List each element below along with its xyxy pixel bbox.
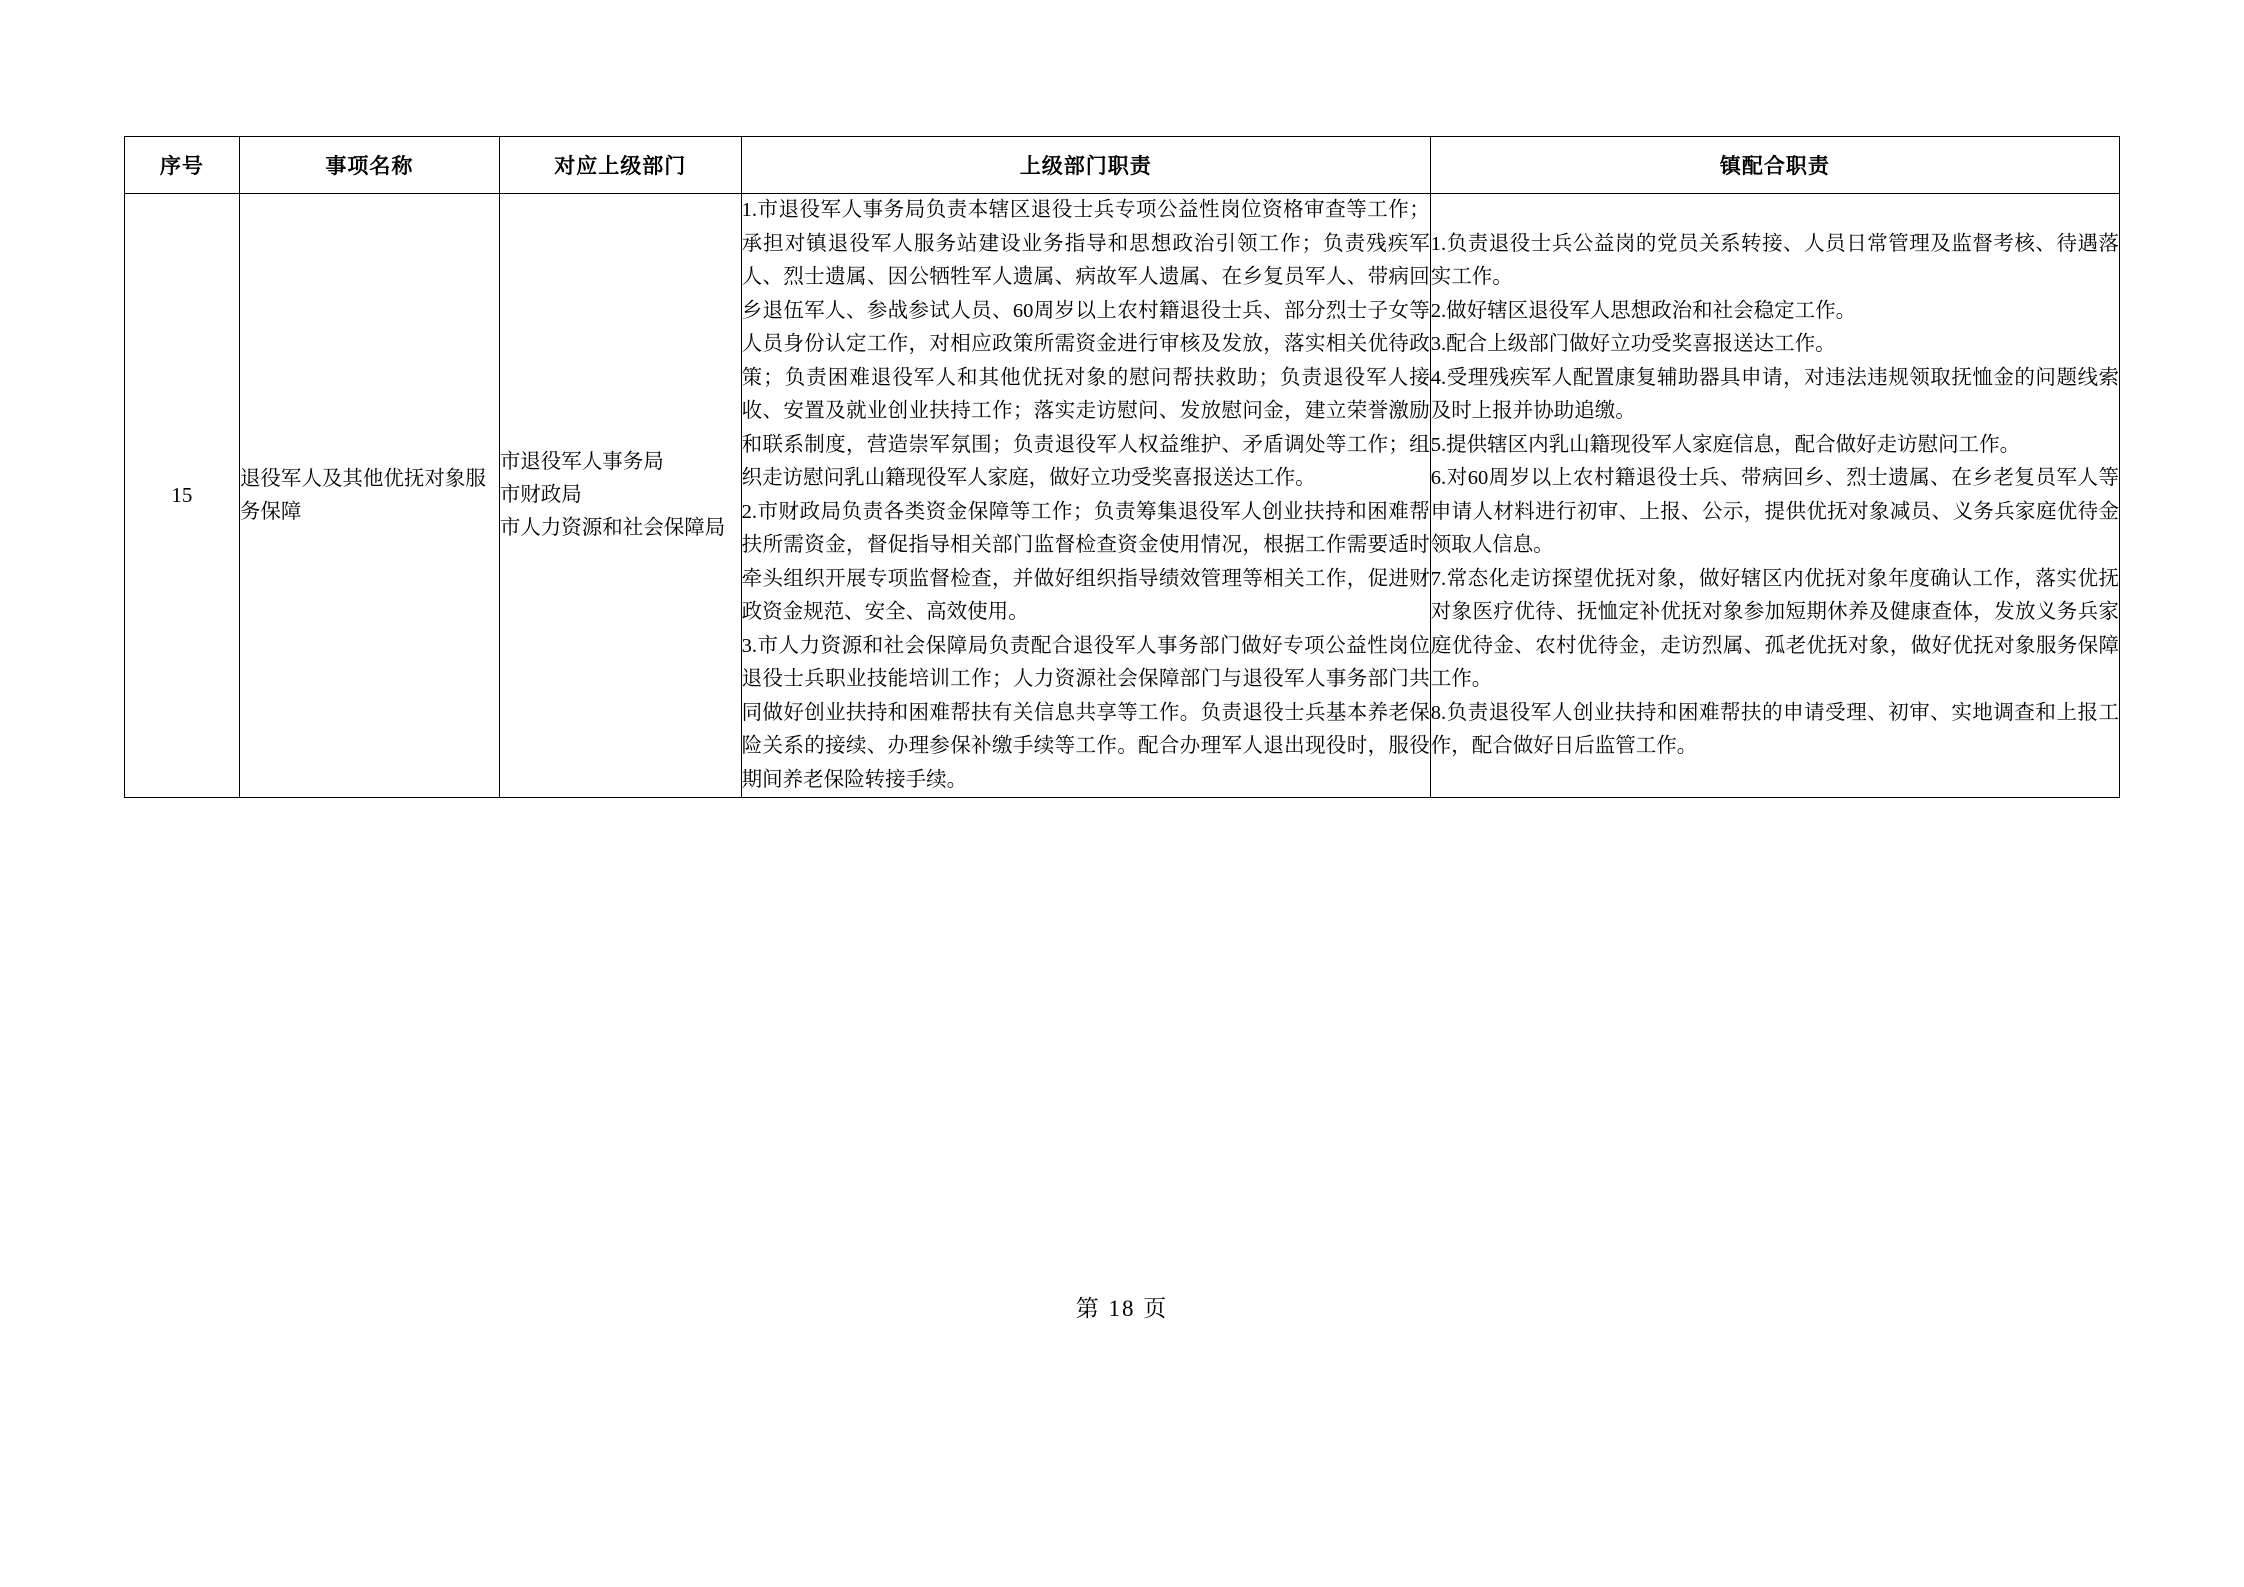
table-row xyxy=(125,194,2120,798)
column-header-upper-dept: 对应上级部门 xyxy=(499,137,741,194)
cell-upper-dept xyxy=(499,194,741,798)
upper-dept-line: 市财政局 xyxy=(499,484,582,506)
town-duty-paragraph: 3.配合上级部门做好立功受奖喜报送达工作。 xyxy=(1430,333,1836,355)
upper-duty-paragraph: 1.市退役军人事务局负责本辖区退役士兵专项公益性岗位资格审查等工作；承担对镇退役军人服务站建设业务指导和思想政治引领工作；负责残疾军人、烈士遗属、因公牺牲军人遗属、病故军人遗属、在乡复员军人、带病回乡退伍军人、参战参试人员、60周岁以上农村籍退役士兵、部分烈士子女等人员身份认定工作，对相应政策所需资金进行审核及发放，落实相关优待政策；负责困难退役军人和其他优抚对象的慰问帮扶救助；负责退役军人接收、安置及就业创业扶持工作；落实走访慰问、发放慰问金，建立荣誉激励和联系制度，营造崇军氛围；负责退役军人权益维护、矛盾调处等工作；组织走访慰问乳山籍现役军人家庭，做好立功受奖喜报送达工作。 xyxy=(741,199,1430,489)
column-header-town-duty: 镇配合职责 xyxy=(1430,137,2119,194)
town-duty-paragraph: 4.受理残疾军人配置康复辅助器具申请，对违法违规领取抚恤金的问题线索及时上报并协助追缴。 xyxy=(1430,366,2119,422)
town-duty-paragraph: 8.负责退役军人创业扶持和困难帮扶的申请受理、初审、实地调查和上报工作，配合做好日后监管工作。 xyxy=(1430,701,2119,757)
upper-duty-paragraph: 2.市财政局负责各类资金保障等工作；负责筹集退役军人创业扶持和困难帮扶所需资金，督促指导相关部门监督检查资金使用情况，根据工作需要适时牵头组织开展专项监督检查，并做好组织指导绩效管理等相关工作，促进财政资金规范、安全、高效使用。 xyxy=(741,500,1430,623)
town-duty-paragraphs xyxy=(1431,228,2119,764)
town-duty-paragraph: 1.负责退役士兵公益岗的党员关系转接、人员日常管理及监督考核、待遇落实工作。 xyxy=(1430,232,2119,288)
town-duty-paragraph: 7.常态化走访探望优抚对象，做好辖区内优抚对象年度确认工作，落实优抚对象医疗优待、抚恤定补优抚对象参加短期休养及健康查体，发放义务兵家庭优待金、农村优待金，走访烈属、孤老优抚对象，做好优抚对象服务保障工作。 xyxy=(1430,567,2119,690)
table-header xyxy=(125,137,2120,194)
column-header-item-name: 事项名称 xyxy=(239,137,499,194)
cell-item-name: 退役军人及其他优抚对象服务保障 xyxy=(239,194,499,798)
page-footer: 第 18 页 xyxy=(1075,1296,1169,1321)
upper-dept-line: 市人力资源和社会保障局 xyxy=(499,517,726,539)
column-header-seq: 序号 xyxy=(125,137,240,194)
town-duty-paragraph: 2.做好辖区退役军人思想政治和社会稳定工作。 xyxy=(1430,299,1857,322)
cell-upper-duty xyxy=(741,194,1430,798)
table-body xyxy=(125,194,2120,798)
responsibility-table xyxy=(124,136,2120,798)
cell-seq: 15 xyxy=(125,194,240,798)
column-header-upper-duty: 上级部门职责 xyxy=(741,137,1430,194)
upper-duty-paragraph: 3.市人力资源和社会保障局负责配合退役军人事务部门做好专项公益性岗位退役士兵职业技能培训工作；人力资源社会保障部门与退役军人事务部门共同做好创业扶持和困难帮扶有关信息共享等工作。负责退役士兵基本养老保险关系的接续、办理参保补缴手续等工作。配合办理军人退出现役时，服役期间养老保险转接手续。 xyxy=(741,634,1430,791)
upper-duty-paragraphs xyxy=(742,194,1430,797)
town-duty-paragraph: 5.提供辖区内乳山籍现役军人家庭信息，配合做好走访慰问工作。 xyxy=(1430,433,2021,456)
table-header-row xyxy=(125,137,2120,194)
cell-town-duty xyxy=(1430,194,2119,798)
upper-dept-line: 市退役军人事务局 xyxy=(499,451,664,473)
town-duty-paragraph: 6.对60周岁以上农村籍退役士兵、带病回乡、烈士遗属、在乡老复员军人等申请人材料进行初审、上报、公示，提供优抚对象减员、义务兵家庭优待金领取人信息。 xyxy=(1430,467,2119,556)
upper-dept-lines xyxy=(500,446,741,545)
